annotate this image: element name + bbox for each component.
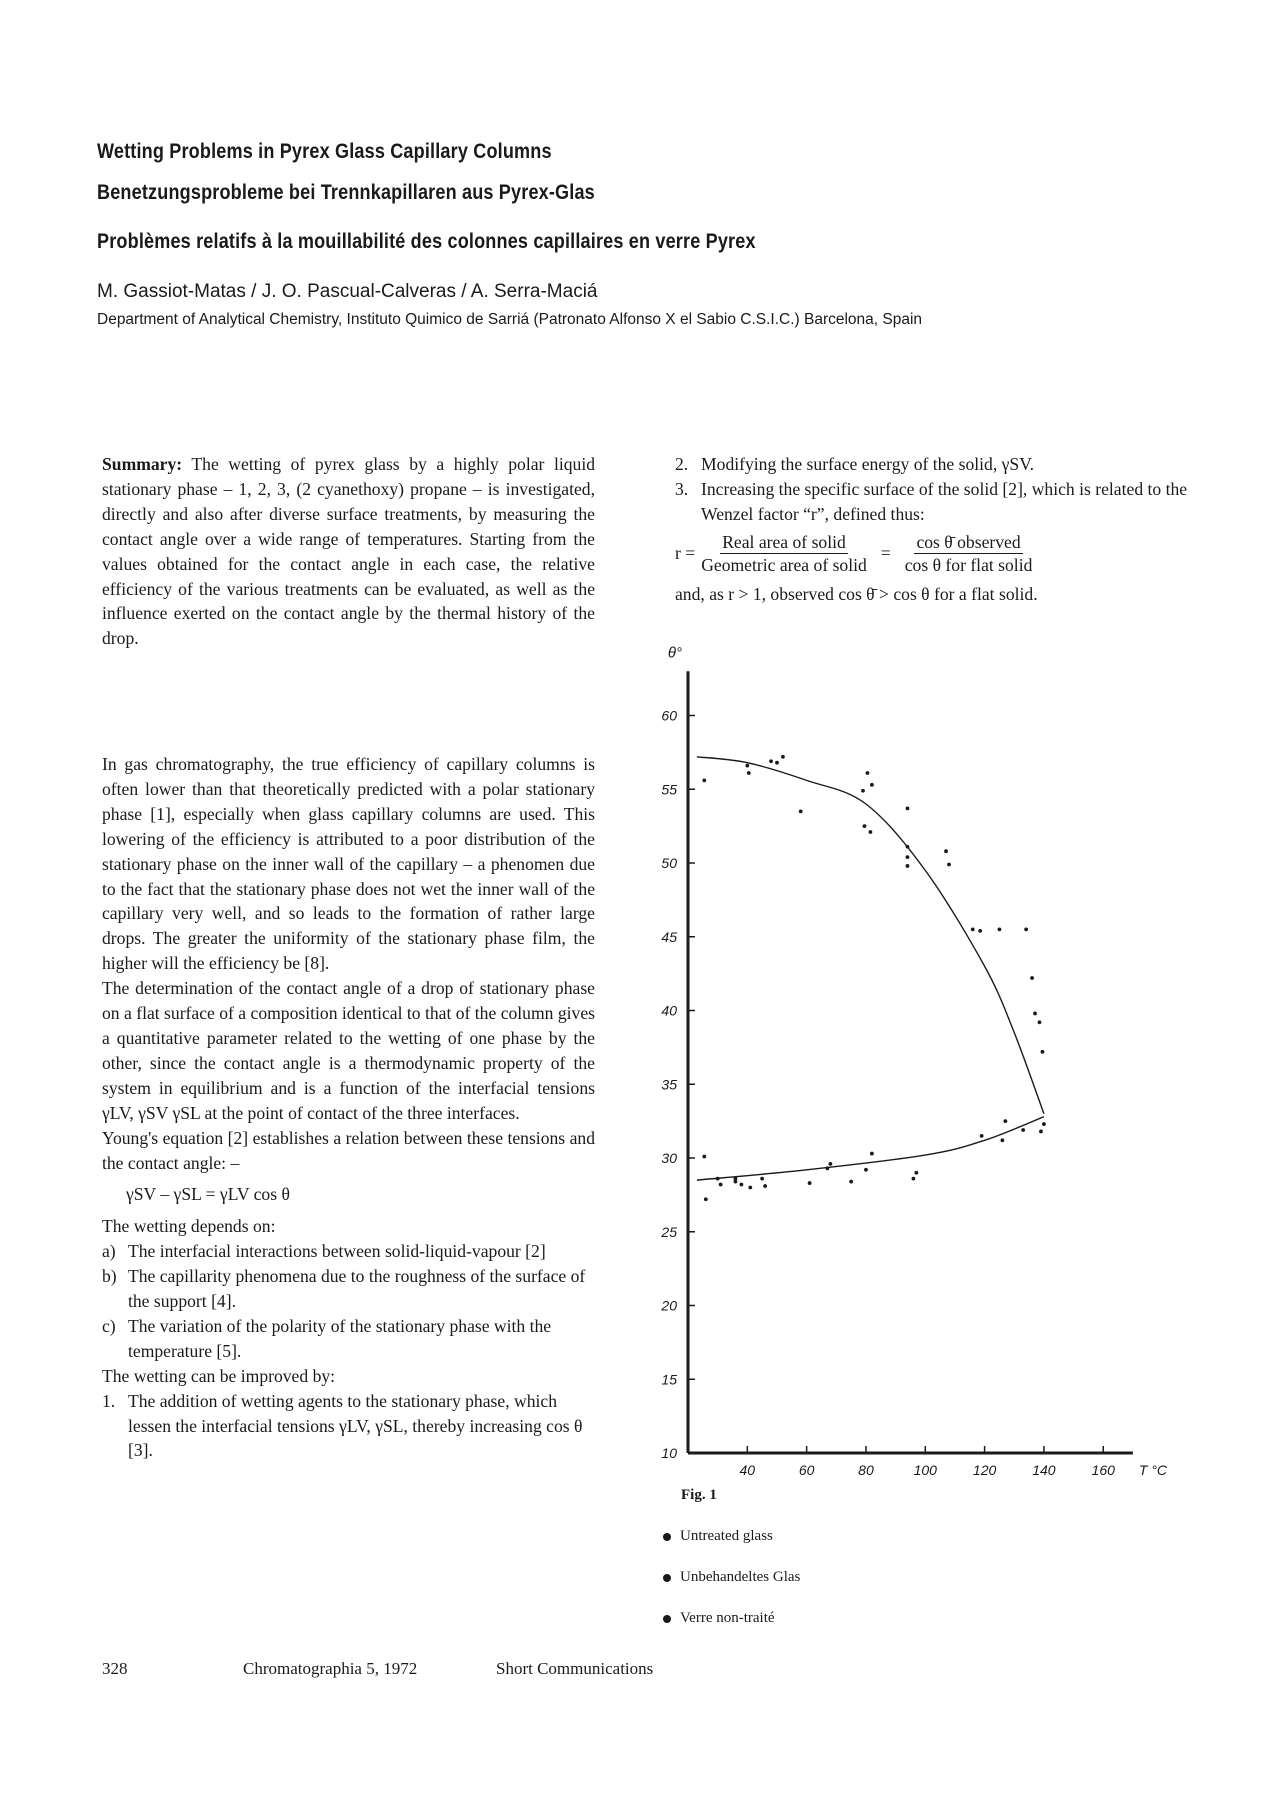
data-point bbox=[716, 1177, 720, 1181]
data-point bbox=[1039, 1130, 1043, 1134]
x-tick-label: 120 bbox=[972, 1462, 997, 1478]
data-point bbox=[978, 929, 982, 933]
data-point bbox=[775, 761, 779, 765]
data-point bbox=[1003, 1119, 1007, 1123]
list-text: The variation of the polarity of the stationary phase with the temperature [5]. bbox=[128, 1315, 552, 1361]
legend-text: Unbehandeltes Glas bbox=[680, 1569, 801, 1585]
y-tick-label: 60 bbox=[661, 707, 677, 724]
fraction-2-numerator: cos θ̄ observed bbox=[916, 531, 1021, 552]
y-tick-label: 45 bbox=[661, 928, 677, 945]
data-point bbox=[870, 1152, 874, 1156]
list-text: The addition of wetting agents to the stationary phase, which lessen the interfacial tensions γLV, γSL, thereby increasing cos θ [3]. bbox=[128, 1390, 583, 1461]
data-point bbox=[998, 927, 1002, 931]
list-marker: b) bbox=[102, 1266, 117, 1287]
list-text: Modifying the surface energy of the solid, γSV. bbox=[701, 454, 1035, 474]
data-point bbox=[912, 1177, 916, 1181]
data-point bbox=[828, 1162, 832, 1166]
y-tick-label: 15 bbox=[661, 1371, 677, 1388]
x-tick-label: 80 bbox=[858, 1462, 874, 1478]
x-tick-label: 160 bbox=[1091, 1462, 1115, 1478]
data-point bbox=[781, 755, 785, 759]
data-point bbox=[866, 771, 870, 775]
data-point bbox=[864, 1168, 868, 1172]
section-name: Short Communications bbox=[496, 1659, 654, 1678]
data-point bbox=[747, 771, 751, 775]
data-point bbox=[1024, 927, 1028, 931]
legend-item bbox=[663, 1610, 775, 1627]
y-tick-label: 20 bbox=[661, 1297, 677, 1314]
x-tick-label: 60 bbox=[798, 1462, 815, 1478]
list-marker: a) bbox=[102, 1241, 116, 1262]
data-point bbox=[1033, 1012, 1037, 1016]
figure-label: Fig. 1 bbox=[681, 1487, 717, 1503]
y-tick-label: 10 bbox=[661, 1445, 677, 1461]
bullet-icon bbox=[663, 1533, 671, 1541]
y-tick-label: 35 bbox=[661, 1076, 677, 1093]
list-marker: c) bbox=[102, 1315, 116, 1336]
legend-item bbox=[663, 1569, 800, 1586]
data-point bbox=[1038, 1020, 1042, 1024]
data-point bbox=[826, 1166, 830, 1170]
x-tick-label: 40 bbox=[739, 1462, 756, 1478]
fraction-1-numerator: Real area of solid bbox=[722, 531, 846, 552]
data-point bbox=[704, 1197, 708, 1201]
data-point bbox=[799, 809, 803, 813]
y-tick-label: 40 bbox=[661, 1002, 677, 1019]
list-text: Increasing the specific surface of the solid [2], which is related to the Wenzel factor “r”, defined thus: bbox=[701, 478, 1188, 524]
fraction-2-denominator: cos θ for flat solid bbox=[904, 554, 1033, 575]
y-tick-label: 55 bbox=[661, 781, 677, 798]
data-point bbox=[947, 863, 951, 867]
data-point bbox=[906, 845, 910, 849]
data-point bbox=[971, 927, 975, 931]
data-point bbox=[863, 824, 867, 828]
list-text: The capillarity phenomena due to the roughness of the surface of the support [4]. bbox=[128, 1266, 586, 1312]
paragraph-2: The determination of the contact angle of a drop of stationary phase on a flat surface of a composition identical to that of the column gives a quantitative parameter related to the wetting of one phase by the other, since the contact angle is a thermodynamic property of the system in equilibrium and is a function of the interfacial tensions γLV, γSV γSL at the point of contact of the three interfaces. bbox=[102, 978, 595, 1123]
data-point bbox=[1000, 1138, 1004, 1142]
formula-conclusion: and, as r > 1, observed cos θ̄ > cos θ for a flat solid. bbox=[675, 583, 1038, 604]
summary-text: The wetting of pyrex glass by a highly polar liquid stationary phase – 1, 2, 3, (2 cyanethoxy) propane – is investigated, directly and also after diverse surface treatments, by measuring the contact angle over a wide range of temperatures. Starting from the values obtained for the contact angle in each case, the relative efficiency of the various treatments can be evaluated, as well as the influence exerted on the contact angle by the thermal history of the drop. bbox=[102, 454, 595, 649]
paragraph-4: The wetting depends on: bbox=[102, 1216, 276, 1237]
title-english: Wetting Problems in Pyrex Glass Capillary Columns bbox=[97, 140, 552, 163]
data-point bbox=[861, 789, 865, 793]
paragraph-3: Young's equation [2] establishes a relation between these tensions and the contact angle: – bbox=[102, 1127, 595, 1173]
affiliation: Department of Analytical Chemistry, Instituto Quimico de Sarriá (Patronato Alfonso X el Sabio C.S.I.C.) Barcelona, Spain bbox=[97, 311, 923, 328]
data-point bbox=[808, 1181, 812, 1185]
fit-curve bbox=[697, 1117, 1044, 1180]
paragraph-5: The wetting can be improved by: bbox=[102, 1365, 336, 1386]
young-equation: γSV – γSL = γLV cos θ bbox=[126, 1184, 290, 1205]
formula-equals: = bbox=[880, 542, 891, 563]
data-point bbox=[849, 1180, 853, 1184]
legend-text: Untreated glass bbox=[680, 1528, 773, 1544]
data-point bbox=[1030, 976, 1034, 980]
list-marker: 2. bbox=[675, 454, 689, 474]
data-point bbox=[870, 783, 874, 787]
data-point bbox=[1021, 1128, 1025, 1132]
data-point bbox=[769, 759, 773, 763]
list-marker: 1. bbox=[102, 1390, 116, 1411]
legend-item bbox=[663, 1528, 773, 1545]
y-tick-label: 30 bbox=[661, 1150, 677, 1166]
y-axis-label: θ° bbox=[667, 644, 682, 662]
x-axis-label: T °C bbox=[1138, 1462, 1168, 1478]
authors: M. Gassiot-Matas / J. O. Pascual-Calveras / A. Serra-Maciá bbox=[97, 281, 598, 302]
data-point bbox=[760, 1177, 764, 1181]
data-point bbox=[1042, 1122, 1046, 1126]
data-point bbox=[1041, 1050, 1045, 1054]
page-number: 328 bbox=[102, 1659, 128, 1678]
data-point bbox=[869, 830, 873, 834]
data-point bbox=[906, 864, 910, 868]
fraction-1-denominator: Geometric area of solid bbox=[701, 554, 867, 575]
data-point bbox=[734, 1177, 738, 1181]
summary-label: Summary: bbox=[102, 454, 183, 474]
fit-curve bbox=[697, 757, 1044, 1114]
title-german: Benetzungsprobleme bei Trennkapillaren aus Pyrex-Glas bbox=[97, 181, 595, 204]
data-point bbox=[980, 1134, 984, 1138]
paragraph-1: In gas chromatography, the true efficiency of capillary columns is often lower than that theoretically predicted with a polar stationary phase [1], especially when glass capillary columns are used. This lowering of the efficiency is attributed to a poor distribution of the stationary phase on the inner wall of the capillary – a phenomen due to the fact that the stationary phase does not wet the inner wall of the capillary very well, and so leads to the formation of rather large drops. The greater the uniformity of the stationary phase film, the higher will the efficiency be [8]. bbox=[102, 754, 595, 974]
data-point bbox=[906, 807, 910, 811]
legend-text: Verre non-traité bbox=[680, 1610, 775, 1626]
formula-lhs: r = bbox=[675, 542, 696, 563]
data-point bbox=[914, 1171, 918, 1175]
data-point bbox=[944, 849, 948, 853]
data-point bbox=[748, 1186, 752, 1190]
data-point bbox=[739, 1183, 743, 1187]
bullet-icon bbox=[663, 1574, 671, 1582]
x-tick-label: 140 bbox=[1032, 1462, 1056, 1478]
x-tick-label: 100 bbox=[913, 1462, 937, 1478]
list-text: The interfacial interactions between solid-liquid-vapour [2] bbox=[128, 1241, 546, 1262]
title-french: Problèmes relatifs à la mouillabilité des colonnes capillaires en verre Pyrex bbox=[97, 230, 756, 253]
data-point bbox=[745, 764, 749, 768]
bullet-icon bbox=[663, 1615, 671, 1623]
list-marker: 3. bbox=[675, 478, 689, 499]
data-point bbox=[763, 1184, 767, 1188]
data-point bbox=[702, 1155, 706, 1159]
y-tick-label: 25 bbox=[661, 1223, 677, 1240]
data-point bbox=[719, 1183, 723, 1187]
y-tick-label: 50 bbox=[661, 855, 677, 871]
data-point bbox=[906, 855, 910, 859]
data-point bbox=[702, 779, 706, 783]
journal-citation: Chromatographia 5, 1972 bbox=[243, 1659, 418, 1678]
